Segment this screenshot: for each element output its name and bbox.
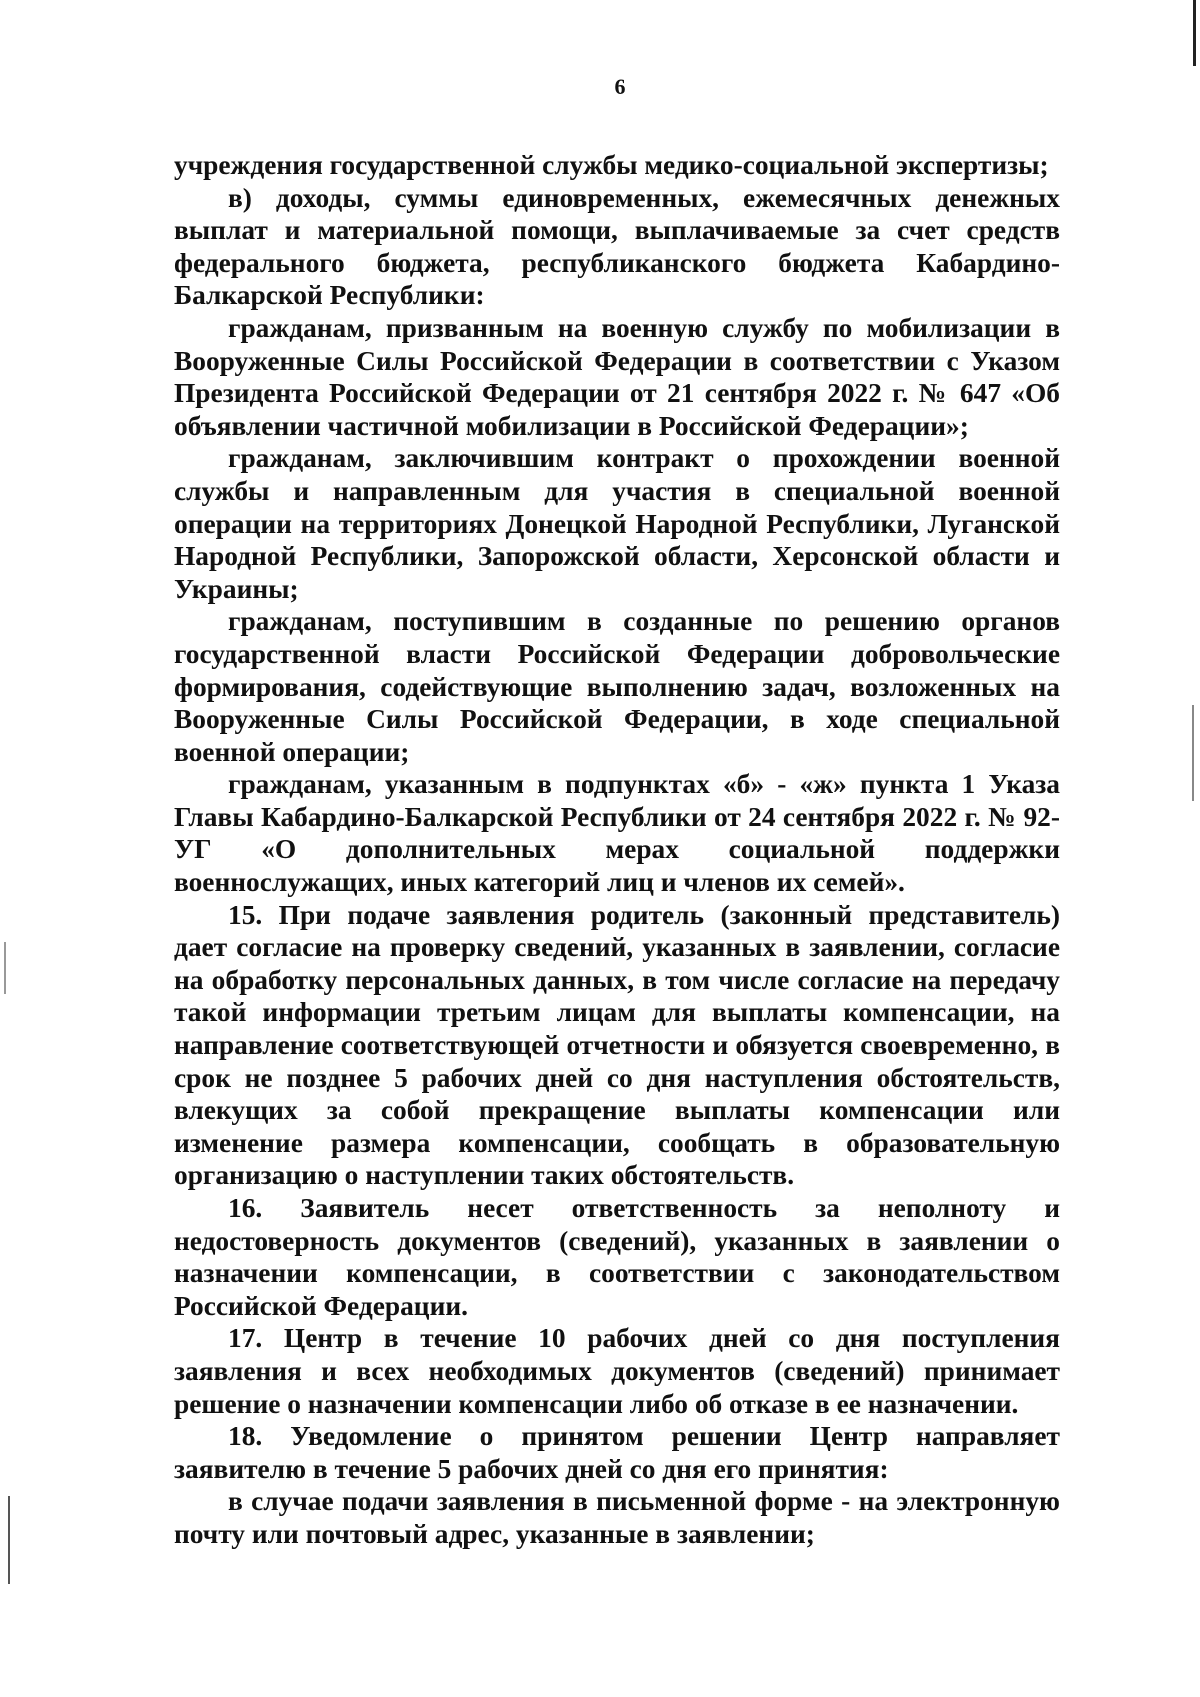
paragraph: 17. Центр в течение 10 рабочих дней со дня поступления заявления и всех необходимых документов (сведений) принимает решение о назначении компенсации либо об отказе в ее назначении.: [174, 1323, 1060, 1419]
scan-edge-mark: [4, 942, 6, 994]
paragraph: в случае подачи заявления в письменной форме - на электронную почту или почтовый адрес, указанные в заявлении;: [174, 1486, 1060, 1549]
paragraph: 16. Заявитель несет ответственность за неполноту и недостоверность документов (сведений), указанных в заявлении о назначении компенсации, в соответствии с законодательством Российской Федерации.: [174, 1193, 1060, 1321]
document-body: [174, 149, 1060, 1551]
paragraph: 15. При подаче заявления родитель (законный представитель) дает согласие на проверку сведений, указанных в заявлении, согласие на обработку персональных данных, в том числе согласие на передачу такой информации третьим лицам для выплаты компенсации, на направление соответствующей отчетности и обязуется своевременно, в срок не позднее 5 рабочих дней со дня наступления обстоятельств, влекущих за собой прекращение выплаты компенсации или изменение размера компенсации, сообщать в образовательную организацию о наступлении таких обстоятельств.: [174, 899, 1060, 1191]
paragraph: 18. Уведомление о принятом решении Центр направляет заявителю в течение 5 рабочих дней со дня его принятия:: [174, 1421, 1060, 1484]
paragraph: гражданам, указанным в подпунктах «б» - «ж» пункта 1 Указа Главы Кабардино-Балкарской Республики от 24 сентября 2022 г. № 92-УГ «О дополнительных мерах социальной поддержки военнослужащих, иных категорий лиц и членов их семей».: [174, 769, 1060, 898]
paragraph: гражданам, призванным на военную службу по мобилизации в Вооруженные Силы Российской Федерации в соответствии с Указом Президента Российской Федерации от 21 сентября 2022 г. № 647 «Об объявлении частичной мобилизации в Российской Федерации»;: [174, 312, 1060, 441]
paragraph: гражданам, заключившим контракт о прохождении военной службы и направленным для участия в специальной военной операции на территориях Донецкой Народной Республики, Луганской Народной Республики, Запорожской области, Херсонской области и Украины;: [174, 443, 1060, 604]
scan-edge-mark: [1193, 0, 1196, 66]
scan-edge-mark: [8, 1496, 10, 1584]
paragraph: гражданам, поступившим в созданные по решению органов государственной власти Российской Федерации добровольческие формирования, содействующие выполнению задач, возложенных на Вооруженные Силы Российской Федерации, в ходе специальной военной операции;: [174, 606, 1060, 767]
page-number: 6: [614, 74, 626, 99]
scan-edge-mark: [1192, 705, 1194, 801]
paragraph: учреждения государственной службы медико-социальной экспертизы;: [174, 150, 1049, 180]
paragraph: в) доходы, суммы единовременных, ежемесячных денежных выплат и материальной помощи, выплачиваемые за счет средств федерального бюджета, республиканского бюджета Кабардино-Балкарской Республики:: [174, 182, 1060, 311]
